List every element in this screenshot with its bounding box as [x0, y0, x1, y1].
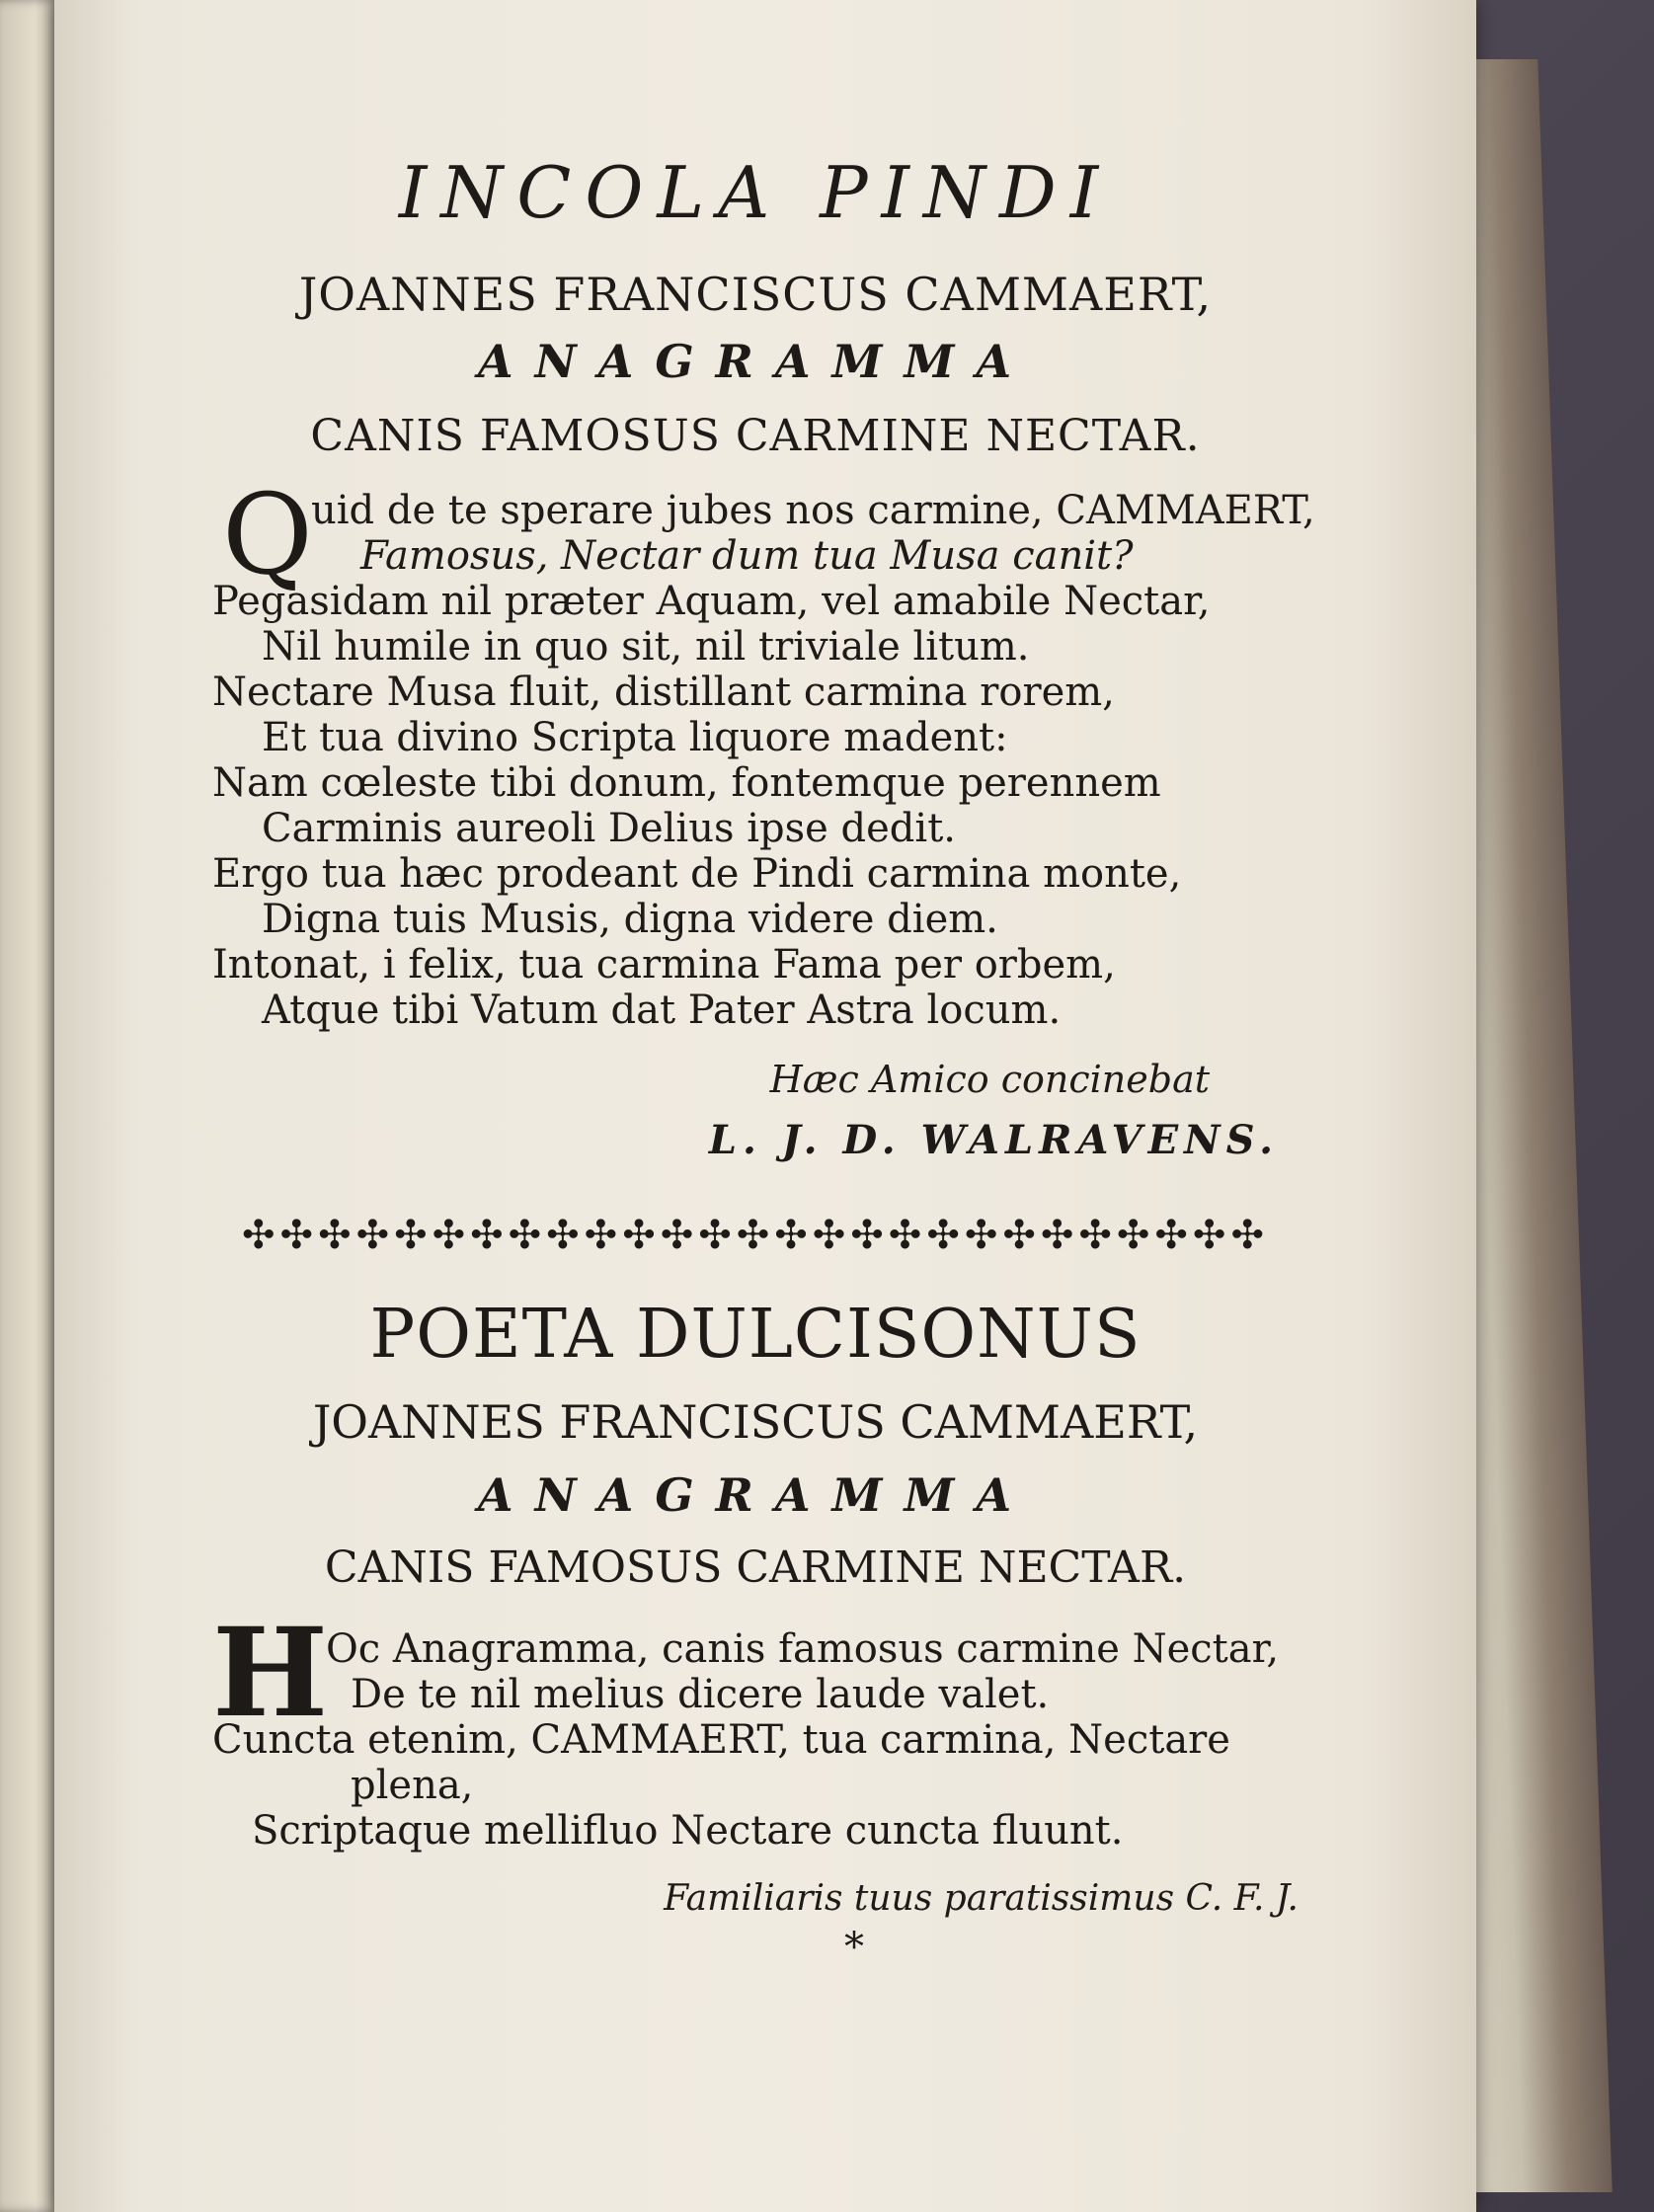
poem-line: Ergo tua hæc prodeant de Pindi carmina monte,	[212, 851, 1182, 897]
section2-anagramma-label: ANAGRAMMA	[477, 1468, 1034, 1522]
poem-line: Digna tuis Musis, digna videre diem.	[262, 897, 998, 942]
section1-poem	[212, 471, 1315, 1033]
poem-line: Carminis aureoli Delius ipse dedit.	[262, 806, 956, 851]
section1-signature-name: L. J. D. WALRAVENS.	[708, 1117, 1279, 1163]
poem-line: Pegasidam nil præter Aquam, vel amabile Nectar,	[212, 579, 1211, 624]
poem-line: Atque tibi Vatum dat Pater Astra locum.	[262, 988, 1062, 1033]
section2-poem	[212, 1602, 1299, 1854]
section2-anagram: CANIS FAMOSUS CARMINE NECTAR.	[324, 1542, 1187, 1593]
poem-line: Intonat, i felix, tua carmina Fama per orbem,	[212, 942, 1116, 988]
dropcap-q: Q	[222, 471, 313, 599]
poem-line: plena,	[351, 1763, 474, 1808]
section1-anagram: CANIS FAMOSUS CARMINE NECTAR.	[310, 411, 1201, 461]
page-content	[212, 148, 1315, 1970]
poem-line: De te nil melius dicere laude valet.	[351, 1672, 1050, 1717]
poem-line: Scriptaque mellifluo Nectare cuncta fluunt.	[252, 1808, 1124, 1854]
poem-line: Nectare Musa fluit, distillant carmina rorem,	[212, 670, 1115, 715]
previous-page-edge	[0, 0, 59, 2212]
book-page	[54, 0, 1476, 2212]
poem-line: Nam cœleste tibi donum, fontemque perennem	[212, 760, 1161, 806]
section1-name: JOANNES FRANCISCUS CAMMAERT,	[298, 268, 1213, 321]
section1-signature-line: Hæc Amico concinebat	[769, 1058, 1210, 1101]
poem-line: Et tua divino Scripta liquore madent:	[262, 715, 1008, 760]
catchword-mark: *	[844, 1925, 864, 1970]
poem-line: uid de te sperare jubes nos carmine, CAMMAERT,	[311, 488, 1315, 533]
section1-anagramma-label: ANAGRAMMA	[477, 335, 1034, 388]
dropcap-h: H	[212, 1602, 329, 1745]
poem-line: Oc Anagramma, canis famosus carmine Nectar,	[326, 1626, 1280, 1672]
section2-signature: Familiaris tuus paratissimus C. F. J.	[664, 1878, 1299, 1919]
section1-title: INCOLA PINDI	[398, 151, 1113, 234]
section2-title: POETA DULCISONUS	[369, 1296, 1142, 1374]
ornament-divider: ✣✣✣✣✣✣✣✣✣✣✣✣✣✣✣✣✣✣✣✣✣✣✣✣✣✣✣	[242, 1213, 1269, 1258]
poem-line: Nil humile in quo sit, nil triviale litum.	[262, 624, 1030, 670]
poem-line: Famosus, Nectar dum tua Musa canit?	[360, 533, 1134, 579]
poem-line: Cuncta etenim, CAMMAERT, tua carmina, Nectare	[212, 1717, 1230, 1763]
section2-name: JOANNES FRANCISCUS CAMMAERT,	[312, 1395, 1199, 1449]
